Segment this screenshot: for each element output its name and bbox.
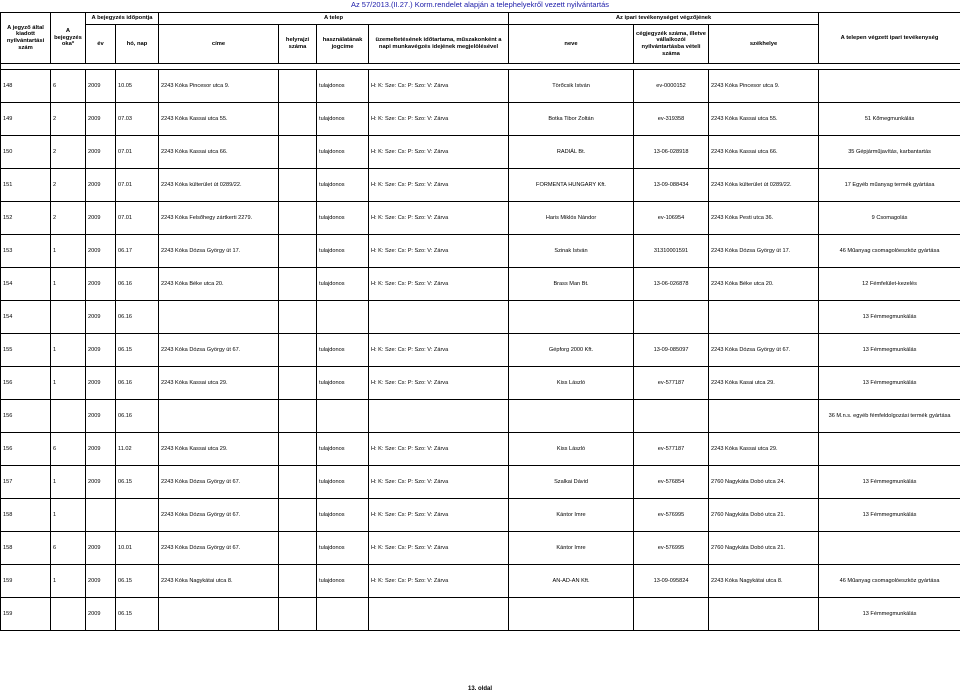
- cell-cegjegyzek: 13-06-028918: [634, 136, 709, 169]
- cell-neve: Haris Miklós Nándor: [509, 202, 634, 235]
- col-header-neve: neve: [509, 25, 634, 64]
- cell-ok: 2: [51, 103, 86, 136]
- cell-szam: 154: [1, 268, 51, 301]
- cell-tevekenyseg: 13 Fémmegmunkálás: [819, 301, 960, 334]
- col-header-ho-nap: hó, nap: [116, 25, 159, 64]
- cell-ev: 2009: [86, 70, 116, 103]
- cell-neve: [509, 598, 634, 631]
- cell-neve: Szinak István: [509, 235, 634, 268]
- cell-cim: 2243 Kóka Pincesor utca 9.: [159, 70, 279, 103]
- cell-ho-nap: 11.02: [116, 433, 159, 466]
- cell-ok: 1: [51, 334, 86, 367]
- cell-tevekenyseg: 12 Fémfelület-kezelés: [819, 268, 960, 301]
- col-header-tevekenyseg: A telepen végzett ipari tevékenység: [819, 13, 960, 64]
- page-number: 13. oldal: [467, 686, 492, 692]
- cell-jogcim: tulajdonos: [317, 70, 369, 103]
- cell-helyrajzi: [279, 598, 317, 631]
- cell-szam: 158: [1, 532, 51, 565]
- table-row: [1, 334, 960, 367]
- cell-cegjegyzek: ev-0000152: [634, 70, 709, 103]
- cell-ok: 1: [51, 565, 86, 598]
- cell-jogcim: tulajdonos: [317, 433, 369, 466]
- cell-helyrajzi: [279, 466, 317, 499]
- cell-szam: 159: [1, 565, 51, 598]
- table-row: [1, 499, 960, 532]
- cell-ev: 2009: [86, 136, 116, 169]
- cell-cim: 2243 Kóka Nagykátai utca 8.: [159, 565, 279, 598]
- cell-cegjegyzek: ev-106954: [634, 202, 709, 235]
- cell-szam: 152: [1, 202, 51, 235]
- cell-neve: Botka Tibor Zoltán: [509, 103, 634, 136]
- table-row: [1, 70, 960, 103]
- cell-szam: 153: [1, 235, 51, 268]
- cell-szekhely: 2243 Kóka Béke utca 20.: [709, 268, 819, 301]
- cell-uzemeltetes: H: K: Sze: Cs: P: Szo: V: Zárva: [369, 235, 509, 268]
- cell-uzemeltetes: H: K: Sze: Cs: P: Szo: V: Zárva: [369, 202, 509, 235]
- cell-szekhely: 2243 Kóka Kasai utca 29.: [709, 367, 819, 400]
- cell-ok: 1: [51, 499, 86, 532]
- col-header-ev: év: [86, 25, 116, 64]
- group-header-idopont: A bejegyzés időpontja: [86, 13, 159, 25]
- col-header-szekhely: székhelye: [709, 25, 819, 64]
- cell-uzemeltetes: H: K: Sze: Cs: P: Szo: V: Zárva: [369, 268, 509, 301]
- table-row: [1, 103, 960, 136]
- group-header-telep: A telep: [159, 13, 509, 25]
- cell-uzemeltetes: H: K: Sze: Cs: P: Szo: V: Zárva: [369, 532, 509, 565]
- cell-ho-nap: 07.01: [116, 169, 159, 202]
- cell-cim: 2243 Kóka Kassai utca 66.: [159, 136, 279, 169]
- page-title: Az 57/2013.(II.27.) Korm.rendelet alapján a telephelyekről vezett nyilvántartás: [350, 0, 610, 9]
- cell-cim: 2243 Kóka külterület út 0289/22.: [159, 169, 279, 202]
- cell-szam: 151: [1, 169, 51, 202]
- cell-tevekenyseg: [819, 433, 960, 466]
- cell-cim: 2243 Kóka Béke utca 20.: [159, 268, 279, 301]
- cell-ev: 2009: [86, 367, 116, 400]
- cell-szam: 157: [1, 466, 51, 499]
- table-row: [1, 169, 960, 202]
- cell-ho-nap: [116, 499, 159, 532]
- cell-helyrajzi: [279, 499, 317, 532]
- cell-szekhely: 2760 Nagykáta Dobó utca 24.: [709, 466, 819, 499]
- col-header-cime: címe: [159, 25, 279, 64]
- cell-neve: RADIÁL Bt.: [509, 136, 634, 169]
- cell-neve: Szalkai Dávid: [509, 466, 634, 499]
- cell-jogcim: tulajdonos: [317, 169, 369, 202]
- cell-helyrajzi: [279, 433, 317, 466]
- col-header-cegjegyzek: cégjegyzék száma, illetve vállalkozói nyilvántartásba vételi száma: [634, 25, 709, 64]
- cell-szekhely: 2760 Nagykáta Dobó utca 21.: [709, 499, 819, 532]
- cell-szekhely: 2243 Kóka Kassai utca 55.: [709, 103, 819, 136]
- cell-uzemeltetes: H: K: Sze: Cs: P: Szo: V: Zárva: [369, 334, 509, 367]
- cell-ok: 1: [51, 235, 86, 268]
- cell-neve: Kiss László: [509, 367, 634, 400]
- col-header-uzemeltetes: üzemeltetésének időtartama, műszakonként a napi munkavégzés idejének megjelölésével: [369, 25, 509, 64]
- cell-helyrajzi: [279, 565, 317, 598]
- cell-cegjegyzek: 13-09-095824: [634, 565, 709, 598]
- cell-helyrajzi: [279, 169, 317, 202]
- cell-szekhely: [709, 400, 819, 433]
- cell-jogcim: tulajdonos: [317, 532, 369, 565]
- cell-tevekenyseg: 46 Műanyag csomagolóeszköz gyártása: [819, 565, 960, 598]
- cell-ok: 1: [51, 466, 86, 499]
- cell-uzemeltetes: H: K: Sze: Cs: P: Szo: V: Zárva: [369, 103, 509, 136]
- cell-jogcim: tulajdonos: [317, 235, 369, 268]
- cell-ho-nap: 06.15: [116, 466, 159, 499]
- cell-uzemeltetes: H: K: Sze: Cs: P: Szo: V: Zárva: [369, 136, 509, 169]
- cell-ev: 2009: [86, 598, 116, 631]
- cell-cim: 2243 Kóka Felsőhegy zártkerti 2279.: [159, 202, 279, 235]
- cell-helyrajzi: [279, 202, 317, 235]
- cell-ho-nap: 06.16: [116, 301, 159, 334]
- cell-neve: Brass Man Bt.: [509, 268, 634, 301]
- cell-ho-nap: 06.17: [116, 235, 159, 268]
- cell-cegjegyzek: 13-06-026878: [634, 268, 709, 301]
- cell-ev: 2009: [86, 235, 116, 268]
- cell-ok: [51, 598, 86, 631]
- cell-cegjegyzek: [634, 400, 709, 433]
- cell-uzemeltetes: H: K: Sze: Cs: P: Szo: V: Zárva: [369, 433, 509, 466]
- table-row: [1, 598, 960, 631]
- cell-szekhely: 2243 Kóka Kassai utca 29.: [709, 433, 819, 466]
- cell-helyrajzi: [279, 367, 317, 400]
- cell-cim: 2243 Kóka Dózsa György út 67.: [159, 334, 279, 367]
- cell-tevekenyseg: 13 Fémmegmunkálás: [819, 334, 960, 367]
- cell-ho-nap: 06.16: [116, 367, 159, 400]
- cell-ho-nap: 07.01: [116, 136, 159, 169]
- cell-helyrajzi: [279, 334, 317, 367]
- cell-uzemeltetes: H: K: Sze: Cs: P: Szo: V: Zárva: [369, 367, 509, 400]
- table-row: [1, 136, 960, 169]
- cell-cim: [159, 598, 279, 631]
- cell-szekhely: [709, 301, 819, 334]
- cell-cim: 2243 Kóka Dózsa György út 67.: [159, 532, 279, 565]
- cell-uzemeltetes: [369, 400, 509, 433]
- table-row: [1, 367, 960, 400]
- cell-tevekenyseg: 9 Csomagolás: [819, 202, 960, 235]
- cell-tevekenyseg: 13 Fémmegmunkálás: [819, 499, 960, 532]
- cell-cegjegyzek: ev-576995: [634, 499, 709, 532]
- table-row: [1, 466, 960, 499]
- cell-ok: [51, 301, 86, 334]
- cell-ev: 2009: [86, 169, 116, 202]
- cell-ho-nap: 07.03: [116, 103, 159, 136]
- cell-neve: [509, 400, 634, 433]
- cell-szam: 159: [1, 598, 51, 631]
- cell-szekhely: 2243 Kóka Pesti utca 36.: [709, 202, 819, 235]
- cell-ho-nap: 06.15: [116, 598, 159, 631]
- cell-cim: 2243 Kóka Dózsa György út 67.: [159, 466, 279, 499]
- cell-ev: [86, 499, 116, 532]
- cell-tevekenyseg: 13 Fémmegmunkálás: [819, 598, 960, 631]
- cell-neve: FORMENTA HUNGARY Kft.: [509, 169, 634, 202]
- cell-jogcim: tulajdonos: [317, 499, 369, 532]
- cell-jogcim: tulajdonos: [317, 268, 369, 301]
- cell-uzemeltetes: H: K: Sze: Cs: P: Szo: V: Zárva: [369, 466, 509, 499]
- cell-cim: 2243 Kóka Kassai utca 29.: [159, 433, 279, 466]
- cell-helyrajzi: [279, 532, 317, 565]
- cell-uzemeltetes: H: K: Sze: Cs: P: Szo: V: Zárva: [369, 565, 509, 598]
- table-row: [1, 235, 960, 268]
- cell-ho-nap: 10.01: [116, 532, 159, 565]
- cell-helyrajzi: [279, 103, 317, 136]
- table-row: [1, 532, 960, 565]
- cell-cegjegyzek: ev-319358: [634, 103, 709, 136]
- cell-neve: Törőcsik István: [509, 70, 634, 103]
- cell-ho-nap: 07.01: [116, 202, 159, 235]
- cell-uzemeltetes: H: K: Sze: Cs: P: Szo: V: Zárva: [369, 70, 509, 103]
- cell-ev: 2009: [86, 565, 116, 598]
- cell-szam: 149: [1, 103, 51, 136]
- cell-uzemeltetes: H: K: Sze: Cs: P: Szo: V: Zárva: [369, 499, 509, 532]
- col-header-jegyzo: A jegyző által kiadott nyilvántartási szám: [1, 13, 51, 64]
- cell-ok: 2: [51, 169, 86, 202]
- cell-ho-nap: 06.16: [116, 400, 159, 433]
- cell-tevekenyseg: 13 Fémmegmunkálás: [819, 466, 960, 499]
- cell-ev: 2009: [86, 301, 116, 334]
- cell-tevekenyseg: 13 Fémmegmunkálás: [819, 367, 960, 400]
- cell-szekhely: 2243 Kóka Kassai utca 66.: [709, 136, 819, 169]
- cell-helyrajzi: [279, 70, 317, 103]
- cell-uzemeltetes: [369, 301, 509, 334]
- cell-helyrajzi: [279, 301, 317, 334]
- cell-tevekenyseg: 36 M.n.s. egyéb fémfeldolgozási termék gyártása: [819, 400, 960, 433]
- cell-neve: Kántor Imre: [509, 532, 634, 565]
- cell-szam: 156: [1, 400, 51, 433]
- cell-szekhely: [709, 598, 819, 631]
- cell-ok: 1: [51, 367, 86, 400]
- table-row: [1, 202, 960, 235]
- cell-helyrajzi: [279, 268, 317, 301]
- cell-ok: [51, 400, 86, 433]
- table-row: [1, 400, 960, 433]
- cell-ok: 6: [51, 532, 86, 565]
- col-header-helyrajzi: helyrajzi száma: [279, 25, 317, 64]
- cell-ev: 2009: [86, 268, 116, 301]
- cell-szam: 156: [1, 433, 51, 466]
- cell-cim: 2243 Kóka Dózsa György út 67.: [159, 499, 279, 532]
- cell-jogcim: tulajdonos: [317, 103, 369, 136]
- cell-szam: 155: [1, 334, 51, 367]
- col-header-hasznalat: használatának jogcíme: [317, 25, 369, 64]
- cell-cegjegyzek: 13-09-085097: [634, 334, 709, 367]
- col-header-bejegyzes-oka: A bejegyzés oka*: [51, 13, 86, 64]
- cell-ev: 2009: [86, 466, 116, 499]
- cell-tevekenyseg: 35 Gépjárműjavítás, karbantartás: [819, 136, 960, 169]
- cell-cim: 2243 Kóka Dózsa György út 17.: [159, 235, 279, 268]
- cell-tevekenyseg: [819, 70, 960, 103]
- cell-cim: 2243 Kóka Kassai utca 29.: [159, 367, 279, 400]
- cell-ok: 6: [51, 70, 86, 103]
- cell-szam: 156: [1, 367, 51, 400]
- table-row: [1, 301, 960, 334]
- register-table: [0, 12, 960, 631]
- cell-uzemeltetes: [369, 598, 509, 631]
- cell-helyrajzi: [279, 136, 317, 169]
- cell-jogcim: tulajdonos: [317, 136, 369, 169]
- cell-jogcim: tulajdonos: [317, 565, 369, 598]
- cell-szam: 148: [1, 70, 51, 103]
- cell-ev: 2009: [86, 400, 116, 433]
- cell-cegjegyzek: 13-09-088434: [634, 169, 709, 202]
- cell-cim: [159, 301, 279, 334]
- cell-jogcim: tulajdonos: [317, 334, 369, 367]
- table-row: [1, 268, 960, 301]
- cell-cegjegyzek: ev-576995: [634, 532, 709, 565]
- cell-ev: 2009: [86, 433, 116, 466]
- cell-tevekenyseg: 51 Kőmegmunkálás: [819, 103, 960, 136]
- cell-ho-nap: 06.15: [116, 334, 159, 367]
- cell-ho-nap: 06.16: [116, 268, 159, 301]
- cell-ho-nap: 10.05: [116, 70, 159, 103]
- cell-ev: 2009: [86, 202, 116, 235]
- cell-cegjegyzek: 31310001591: [634, 235, 709, 268]
- cell-uzemeltetes: H: K: Sze: Cs: P: Szo: V: Zárva: [369, 169, 509, 202]
- cell-jogcim: [317, 598, 369, 631]
- cell-ok: 2: [51, 202, 86, 235]
- table-row: [1, 433, 960, 466]
- cell-neve: [509, 301, 634, 334]
- cell-cegjegyzek: ev-576854: [634, 466, 709, 499]
- cell-neve: Kántor Imre: [509, 499, 634, 532]
- cell-jogcim: tulajdonos: [317, 466, 369, 499]
- cell-neve: Kiss László: [509, 433, 634, 466]
- cell-cegjegyzek: ev-577187: [634, 433, 709, 466]
- cell-szam: 158: [1, 499, 51, 532]
- cell-helyrajzi: [279, 400, 317, 433]
- cell-ok: 2: [51, 136, 86, 169]
- group-header-ipari: Az ipari tevékenységet végzőjének: [509, 13, 819, 25]
- cell-szekhely: 2243 Kóka Dózsa György út 17.: [709, 235, 819, 268]
- cell-ho-nap: 06.15: [116, 565, 159, 598]
- cell-szekhely: 2243 Kóka Dózsa György út 67.: [709, 334, 819, 367]
- cell-szekhely: 2243 Kóka Nagykátai utca 8.: [709, 565, 819, 598]
- cell-helyrajzi: [279, 235, 317, 268]
- cell-tevekenyseg: 17 Egyéb műanyag termék gyártása: [819, 169, 960, 202]
- cell-jogcim: tulajdonos: [317, 202, 369, 235]
- cell-cegjegyzek: [634, 301, 709, 334]
- cell-ok: 1: [51, 268, 86, 301]
- cell-szekhely: 2760 Nagykáta Dobó utca 21.: [709, 532, 819, 565]
- cell-szekhely: 2243 Kóka Pincesor utca 9.: [709, 70, 819, 103]
- table-row: [1, 565, 960, 598]
- cell-neve: Gépforg 2000 Kft.: [509, 334, 634, 367]
- cell-szam: 154: [1, 301, 51, 334]
- cell-szekhely: 2243 Kóka külterület út 0289/22.: [709, 169, 819, 202]
- cell-ev: 2009: [86, 103, 116, 136]
- cell-tevekenyseg: [819, 532, 960, 565]
- cell-cegjegyzek: [634, 598, 709, 631]
- table-body: [1, 70, 960, 631]
- cell-jogcim: tulajdonos: [317, 367, 369, 400]
- cell-szam: 150: [1, 136, 51, 169]
- cell-jogcim: [317, 400, 369, 433]
- cell-cim: 2243 Kóka Kassai utca 55.: [159, 103, 279, 136]
- cell-tevekenyseg: 46 Műanyag csomagolóeszköz gyártása: [819, 235, 960, 268]
- cell-ev: 2009: [86, 532, 116, 565]
- cell-ev: 2009: [86, 334, 116, 367]
- cell-neve: AN-AD-AN Kft.: [509, 565, 634, 598]
- cell-jogcim: [317, 301, 369, 334]
- cell-cim: [159, 400, 279, 433]
- cell-cegjegyzek: ev-577187: [634, 367, 709, 400]
- cell-ok: 6: [51, 433, 86, 466]
